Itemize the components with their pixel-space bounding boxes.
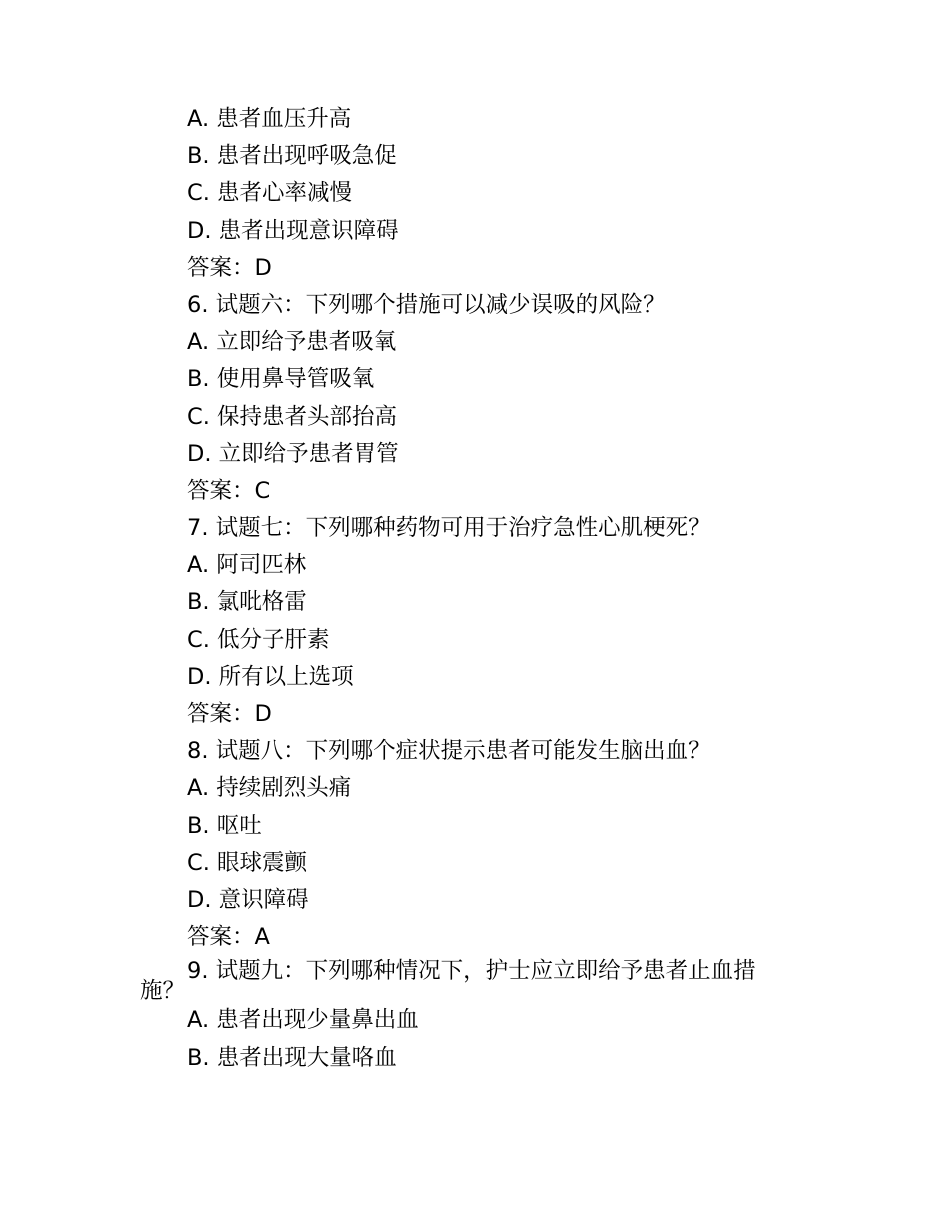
option-line: A. 患者出现少量鼻出血 <box>187 1007 419 1034</box>
question-line-continuation: 施？ <box>140 978 186 1005</box>
option-line: B. 氯吡格雷 <box>187 589 307 616</box>
option-line: A. 立即给予患者吸氧 <box>187 329 397 356</box>
option-line: B. 患者出现呼吸急促 <box>187 143 397 170</box>
question-text-block <box>0 101 950 1077</box>
answer-line: 答案：D <box>187 701 272 727</box>
question-line: 7. 试题七：下列哪种药物可用于治疗急性心肌梗死？ <box>187 515 711 542</box>
question-line: 9. 试题九：下列哪种情况下，护士应立即给予患者止血措 <box>187 958 756 985</box>
option-line: B. 患者出现大量咯血 <box>187 1044 397 1071</box>
option-line: C. 患者心率减慢 <box>187 180 353 207</box>
question-line: 8. 试题八：下列哪个症状提示患者可能发生脑出血？ <box>187 738 711 765</box>
question-9-wrapped <box>0 956 950 1005</box>
answer-line: 答案：A <box>187 924 270 951</box>
option-line: C. 低分子肝素 <box>187 626 330 653</box>
option-line: C. 保持患者头部抬高 <box>187 403 398 430</box>
option-line: D. 患者出现意识障碍 <box>187 217 399 244</box>
answer-line: 答案：C <box>187 477 271 504</box>
option-line: A. 阿司匹林 <box>187 552 307 579</box>
option-line: D. 所有以上选项 <box>187 663 354 690</box>
answer-line: 答案：D <box>187 254 272 281</box>
option-line: A. 患者血压升高 <box>187 106 352 132</box>
option-line: B. 呕吐 <box>187 812 262 839</box>
option-line: C. 眼球震颤 <box>187 849 308 876</box>
option-line: D. 立即给予患者胃管 <box>187 440 399 467</box>
option-line: B. 使用鼻导管吸氧 <box>187 366 375 393</box>
question-line: 6. 试题六：下列哪个措施可以减少误吸的风险？ <box>187 291 666 318</box>
option-line: D. 意识障碍 <box>187 886 309 913</box>
option-line: A. 持续剧烈头痛 <box>187 775 352 802</box>
